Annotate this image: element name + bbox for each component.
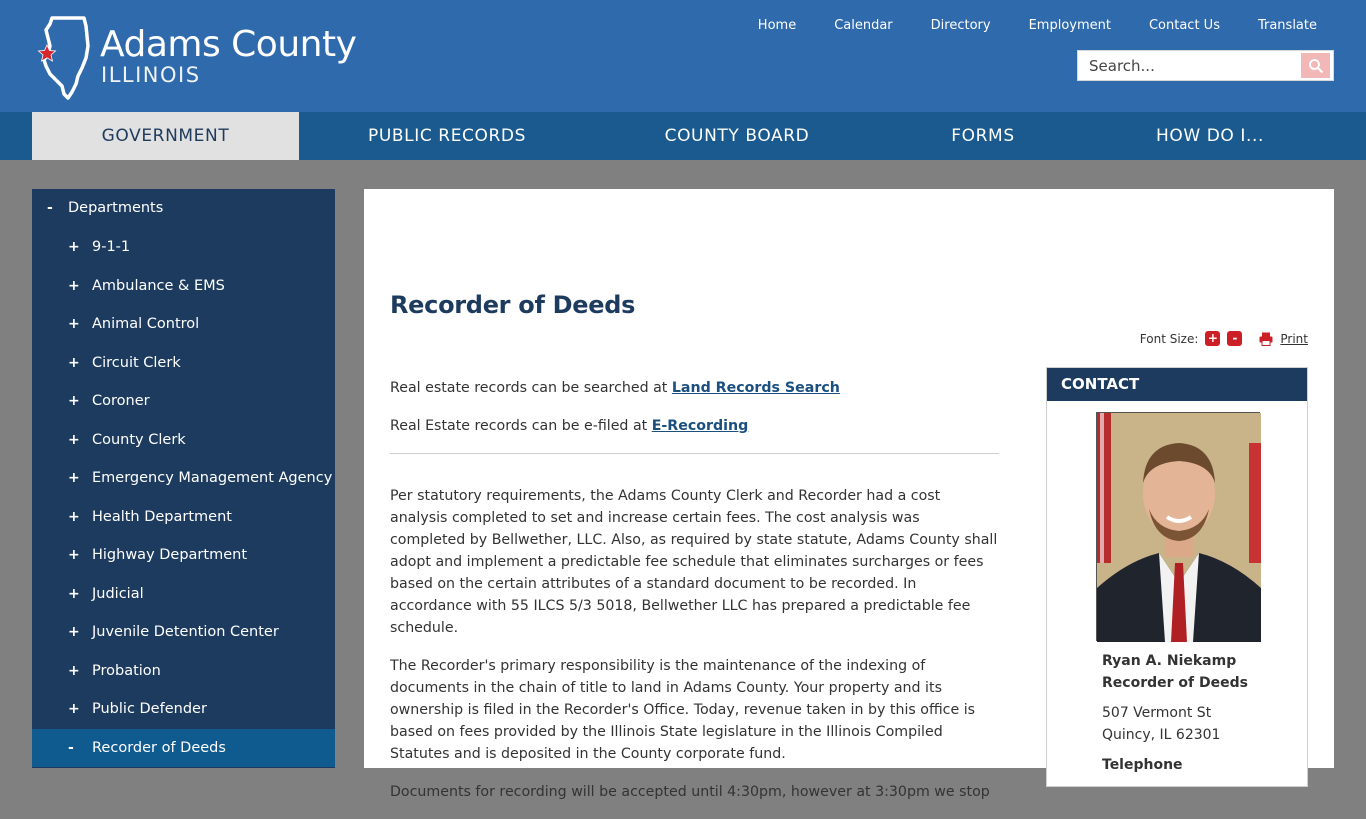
e-recording-line xyxy=(390,415,999,437)
font-decrease-button[interactable]: - xyxy=(1227,331,1242,346)
sidebar-item-label: Public Defender xyxy=(92,701,207,717)
expand-icon: + xyxy=(68,547,80,563)
contact-name: Ryan A. Niekamp xyxy=(1102,653,1237,669)
font-size-label: Font Size: xyxy=(1139,331,1199,346)
nav-county-board[interactable]: COUNTY BOARD xyxy=(664,126,810,146)
contact-telephone-label: Telephone xyxy=(1102,757,1183,773)
sidebar-item-label: Ambulance & EMS xyxy=(92,278,225,294)
divider xyxy=(390,453,999,454)
top-link-contact-us[interactable]: Contact Us xyxy=(1148,18,1220,33)
sidebar-item-judicial[interactable] xyxy=(32,575,335,613)
sidebar-item-public-defender[interactable] xyxy=(32,690,335,728)
sidebar-section-departments[interactable] xyxy=(32,189,335,227)
main-nav xyxy=(0,112,1366,160)
sidebar-item-highway-department[interactable] xyxy=(32,536,335,574)
sidebar-item-probation[interactable] xyxy=(32,652,335,690)
sidebar-item-label: Recorder of Deeds xyxy=(92,740,226,756)
nav-public-records[interactable]: PUBLIC RECORDS xyxy=(367,126,526,146)
sidebar-item-coroner[interactable] xyxy=(32,382,335,420)
contact-role: Recorder of Deeds xyxy=(1102,675,1248,691)
expand-icon: + xyxy=(68,393,80,409)
contact-city: Quincy, IL 62301 xyxy=(1102,727,1221,743)
sidebar-item-label: Emergency Management Agency xyxy=(92,470,333,486)
sidebar-item-label: Coroner xyxy=(92,393,150,409)
contact-box xyxy=(1046,367,1308,787)
sidebar-item-label: Probation xyxy=(92,663,161,679)
e-recording-link[interactable]: E-Recording xyxy=(651,418,749,434)
expand-icon: + xyxy=(68,586,80,602)
sidebar-nav xyxy=(32,189,335,768)
expand-icon: + xyxy=(68,701,80,717)
search-icon xyxy=(1308,58,1324,74)
expand-icon: + xyxy=(68,355,80,371)
sidebar-item-label: Animal Control xyxy=(92,316,200,332)
contact-heading: CONTACT xyxy=(1047,368,1307,401)
nav-government[interactable]: GOVERNMENT xyxy=(32,112,299,160)
sidebar-item-label: Judicial xyxy=(92,586,144,602)
sidebar-item-recorder-of-deeds[interactable] xyxy=(32,729,335,767)
land-records-line xyxy=(390,377,999,399)
main-content xyxy=(364,189,1334,800)
search-box xyxy=(1077,50,1334,81)
sidebar-item-ambulance-ems[interactable] xyxy=(32,267,335,305)
recorder-photo xyxy=(1096,412,1260,641)
sidebar-item-label: Circuit Clerk xyxy=(92,355,181,371)
site-logo[interactable] xyxy=(36,16,356,100)
printer-icon xyxy=(1259,332,1273,346)
collapse-icon: - xyxy=(47,200,53,216)
land-records-search-link[interactable]: Land Records Search xyxy=(671,380,840,396)
contact-address xyxy=(1102,702,1220,746)
logo-subtitle: ILLINOIS xyxy=(101,63,201,87)
font-increase-button[interactable]: + xyxy=(1205,331,1220,346)
sidebar-item-label: County Clerk xyxy=(92,432,186,448)
utility-nav xyxy=(739,18,1317,33)
sidebar-item-label: Highway Department xyxy=(92,547,248,563)
sidebar-item-circuit-clerk[interactable] xyxy=(32,344,335,382)
e-recording-text: Real Estate records can be e-filed at xyxy=(390,418,652,434)
expand-icon: + xyxy=(68,624,80,640)
sidebar-item-label: Health Department xyxy=(92,509,232,525)
expand-icon: + xyxy=(68,239,80,255)
expand-icon: + xyxy=(68,663,80,679)
contact-street: 507 Vermont St xyxy=(1102,705,1212,721)
land-records-text: Real estate records can be searched at xyxy=(390,380,672,396)
responsibility-paragraph: The Recorder's primary responsibility is the maintenance of the indexing of documents in the chain of title to land in Adams County. Your property and its ownership is filed in the Recorder's Office. Today, revenue taken in by this office is based on fees provided by the Illinois State legislature in the Illinois Compiled Statutes and is deposited in the County corporate fund. xyxy=(390,658,976,762)
expand-icon: + xyxy=(68,509,80,525)
collapse-icon: - xyxy=(68,740,74,756)
top-link-employment[interactable]: Employment xyxy=(1028,18,1111,33)
page-title: Recorder of Deeds xyxy=(390,291,636,319)
logo-title: Adams County xyxy=(100,24,357,65)
sidebar-section-label: Departments xyxy=(68,200,164,216)
print-button[interactable] xyxy=(1259,332,1308,346)
sidebar-item-health-department[interactable] xyxy=(32,498,335,536)
top-link-calendar[interactable]: Calendar xyxy=(834,18,893,33)
recording-hours-paragraph: Documents for recording will be accepted until 4:30pm, however at 3:30pm we stop xyxy=(390,784,990,800)
sidebar-item-animal-control[interactable] xyxy=(32,305,335,343)
page-tools xyxy=(1140,331,1308,346)
search-input[interactable] xyxy=(1078,51,1302,80)
illinois-state-icon xyxy=(36,16,98,100)
expand-icon: + xyxy=(68,470,80,486)
expand-icon: + xyxy=(68,432,80,448)
contact-name-block xyxy=(1102,650,1248,694)
site-header xyxy=(0,0,1366,112)
sidebar-item-label: 9-1-1 xyxy=(92,239,131,255)
top-link-home[interactable]: Home xyxy=(757,18,797,33)
print-label: Print xyxy=(1280,331,1308,346)
sidebar-item-911[interactable] xyxy=(32,228,335,266)
sidebar-item-county-clerk[interactable] xyxy=(32,421,335,459)
sidebar-item-emergency-management[interactable] xyxy=(32,459,335,497)
fee-analysis-paragraph: Per statutory requirements, the Adams County Clerk and Recorder had a cost analysis completed to set and increase certain fees. The cost analysis was completed by Bellwether, LLC. Also, as required by state statute, Adams County shall adopt and implement a predictable fee schedule that eliminates surcharges or fees based on the certain attributes of a standard document to be recorded. In accordance with 55 ILCS 5/3 5018, Bellwether LLC has prepared a predictable fee schedule. xyxy=(390,488,998,636)
nav-how-do-i[interactable]: HOW DO I... xyxy=(1155,126,1265,146)
expand-icon: + xyxy=(68,316,80,332)
sidebar-item-juvenile-detention[interactable] xyxy=(32,613,335,651)
article-body xyxy=(390,377,999,819)
top-link-translate[interactable]: Translate xyxy=(1257,18,1317,33)
sidebar-item-label: Juvenile Detention Center xyxy=(92,624,279,640)
nav-forms[interactable]: FORMS xyxy=(951,126,1015,146)
top-link-directory[interactable]: Directory xyxy=(930,18,991,33)
search-button[interactable] xyxy=(1301,53,1330,78)
expand-icon: + xyxy=(68,278,80,294)
